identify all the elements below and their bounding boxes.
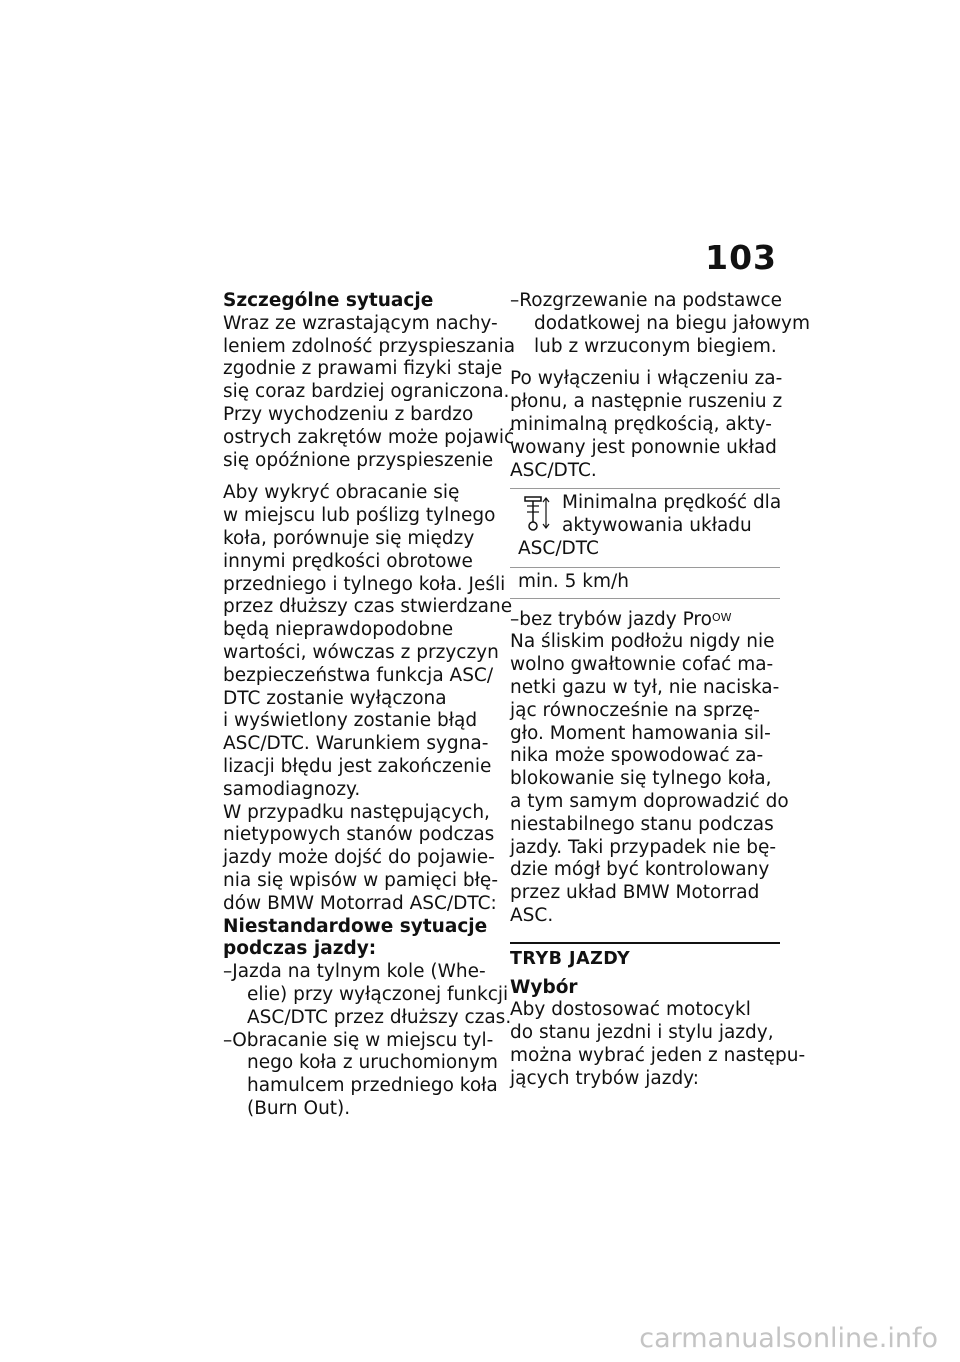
list-item-line: lub z wrzuconym biegiem. bbox=[534, 335, 777, 357]
text-line: wartości, wówczas z przyczyn bbox=[223, 641, 499, 663]
text-line: samodiagnozy. bbox=[223, 778, 361, 800]
section-divider bbox=[510, 942, 780, 971]
text-line: DTC zostanie wyłączona bbox=[223, 687, 447, 709]
text-line: wowany jest ponownie układ bbox=[510, 436, 777, 458]
text-line: Wraz ze wzrastającym nachy- bbox=[223, 312, 498, 334]
text-line: koła, porównuje się między bbox=[223, 527, 475, 549]
text-line: jących trybów jazdy: bbox=[510, 1067, 700, 1089]
speed-icon bbox=[524, 495, 550, 531]
text-line: Na śliskim podłożu nigdy nie bbox=[510, 631, 775, 653]
text-line: lizacji błędu jest zakończenie bbox=[223, 755, 492, 777]
heading-special-situations: Szczególne sytuacje bbox=[223, 290, 434, 311]
text-line: blokowanie się tylnego koła, bbox=[510, 768, 772, 790]
pro-mode-text: –bez trybów jazdy Pro bbox=[510, 608, 712, 630]
page-number: 103 bbox=[705, 238, 777, 277]
text-line: ASC/DTC. bbox=[510, 459, 597, 481]
paragraph-slippery bbox=[510, 631, 789, 927]
list-item-line: ASC/DTC przez dłuższy czas. bbox=[247, 1006, 512, 1028]
pro-mode-line bbox=[510, 609, 780, 632]
text-line: Aby dostosować motocykl bbox=[510, 999, 751, 1021]
heading-non-standard: Niestandardowe sytuacje bbox=[223, 915, 488, 937]
text-line: innymi prędkości obrotowe bbox=[223, 550, 473, 572]
text-line: nika może spowodować za- bbox=[510, 745, 764, 767]
text-line: przez układ BMW Motorrad bbox=[510, 882, 760, 904]
note-title-line: Minimalna prędkość dla bbox=[562, 492, 782, 514]
list-item bbox=[510, 290, 811, 358]
text-line: płonu, a następnie ruszeniu z bbox=[510, 391, 783, 413]
text-line: jazdy. Taki przypadek nie bę- bbox=[510, 836, 777, 858]
paragraph-modes bbox=[510, 999, 806, 1090]
list-item-line: (Burn Out). bbox=[247, 1097, 351, 1119]
heading-non-standard-cont: podczas jazdy: bbox=[223, 938, 377, 960]
paragraph-acceleration bbox=[223, 312, 516, 473]
paragraph-detection bbox=[223, 482, 513, 801]
text-line: Po wyłączeniu i włączeniu za- bbox=[510, 368, 783, 390]
right-column bbox=[510, 290, 811, 1091]
text-line: w miejscu lub poślizg tylnego bbox=[223, 505, 496, 527]
text-line: niestabilnego stanu podczas bbox=[510, 813, 774, 835]
text-line: W przypadku następujących, bbox=[223, 801, 490, 823]
note-title-line: ASC/DTC bbox=[518, 537, 599, 559]
text-line: ostrych zakrętów może pojawić bbox=[223, 426, 515, 448]
note-title-line: aktywowania układu bbox=[562, 515, 752, 537]
text-line: ASC. bbox=[510, 904, 554, 926]
list-item-first: –Jazda na tylnym kole (Whe- bbox=[223, 961, 486, 983]
text-line: przedniego i tylnego koła. Jeśli bbox=[223, 573, 506, 595]
paragraph-reactivation bbox=[510, 368, 783, 482]
text-line: ASC/DTC. Warunkiem sygna- bbox=[223, 733, 489, 755]
subheading-selection: Wybór bbox=[510, 976, 578, 998]
list-item-line: hamulcem przedniego koła bbox=[247, 1075, 498, 1097]
text-line: do stanu jezdni i stylu jazdy, bbox=[510, 1022, 774, 1044]
text-line: i wyświetlony zostanie błąd bbox=[223, 710, 478, 732]
text-line: jąc równocześnie na sprzę- bbox=[510, 699, 760, 721]
text-line: jazdy może dojść do pojawie- bbox=[223, 847, 495, 869]
paragraph-fault-memory bbox=[223, 801, 498, 916]
text-line: przez dłuższy czas stwierdzane bbox=[223, 596, 513, 618]
text-line: nia się wpisów w pamięci błę- bbox=[223, 869, 498, 891]
text-line: leniem zdolność przyspieszania bbox=[223, 335, 516, 357]
text-line: minimalną prędkością, akty- bbox=[510, 413, 772, 435]
text-line: zgodnie z prawami fizyki staje bbox=[223, 358, 503, 380]
text-line: netki gazu w tył, nie naciska- bbox=[510, 676, 780, 698]
list-item-line: elie) przy wyłączonej funkcji bbox=[247, 983, 509, 1005]
text-line: będą nieprawdopodobne bbox=[223, 619, 454, 641]
section-title: TRYB JAZDY bbox=[510, 948, 631, 969]
note-value: min. 5 km/h bbox=[510, 567, 780, 598]
list-item bbox=[223, 1029, 498, 1121]
text-line: gło. Moment hamowania sil- bbox=[510, 722, 771, 744]
text-line: Przy wychodzeniu z bardzo bbox=[223, 403, 474, 425]
note-header bbox=[510, 489, 780, 566]
left-column bbox=[223, 290, 516, 1121]
text-line: się opóźnione przyspieszenie bbox=[223, 449, 494, 471]
list-item-first: –Rozgrzewanie na podstawce bbox=[510, 290, 782, 311]
text-line: bezpieczeństwa funkcja ASC/ bbox=[223, 664, 494, 686]
list-item bbox=[223, 961, 512, 1029]
text-line: nietypowych stanów podczas bbox=[223, 824, 495, 846]
text-line: Aby wykryć obracanie się bbox=[223, 482, 460, 504]
text-line: dzie mógł być kontrolowany bbox=[510, 859, 770, 881]
text-line: a tym samym doprowadzić do bbox=[510, 790, 789, 812]
list-item-line: nego koła z uruchomionym bbox=[247, 1052, 498, 1074]
spec-note-box bbox=[510, 488, 780, 598]
text-line: dów BMW Motorrad ASC/DTC: bbox=[223, 892, 497, 914]
watermark: carmanualsonline.info bbox=[639, 1323, 938, 1354]
text-line: się coraz bardziej ograniczona. bbox=[223, 381, 510, 403]
pro-mode-superscript: OW bbox=[711, 610, 732, 624]
text-line: wolno gwałtownie cofać ma- bbox=[510, 654, 774, 676]
text-line: można wybrać jeden z następu- bbox=[510, 1044, 806, 1066]
list-item-first: –Obracanie się w miejscu tyl- bbox=[223, 1029, 494, 1051]
list-item-line: dodatkowej na biegu jałowym bbox=[534, 312, 811, 334]
